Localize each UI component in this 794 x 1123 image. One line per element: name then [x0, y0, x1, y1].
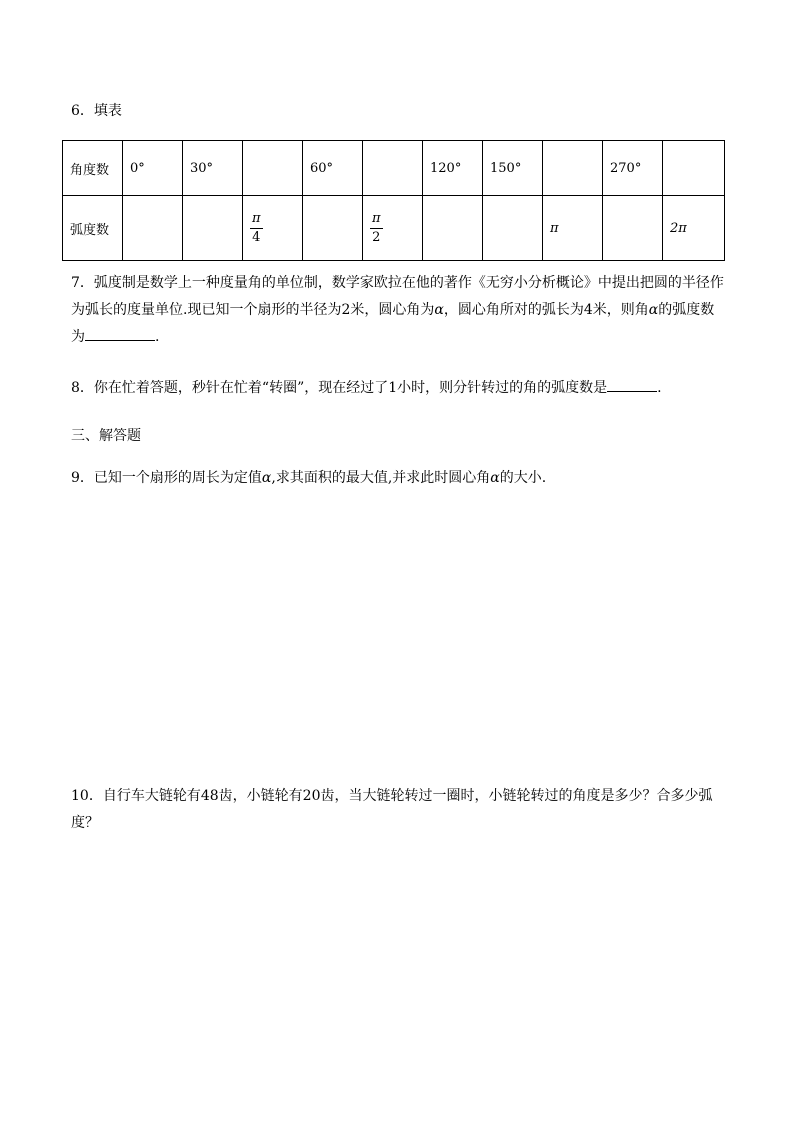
question-7-text: 7．弧度制是数学上一种度量角的单位制，数学家欧拉在他的著作《无穷小分析概论》中提出把圆的半径作为弧长的度量单位.现已知一个扇形的半径为 [71, 275, 724, 318]
table-cell [243, 141, 303, 196]
table-cell: 120° [423, 141, 483, 196]
alpha-symbol: α [648, 302, 659, 318]
table-cell [423, 196, 483, 261]
question-7 [71, 270, 727, 351]
table-cell [363, 141, 423, 196]
section-3-title: 三、解答题 [71, 428, 141, 444]
question-8-text: 小时，则分针转过的角的弧度数是 [397, 380, 608, 396]
pi-value: π [550, 220, 559, 236]
table-cell: 角度数 [63, 141, 123, 196]
two-pi-value: 2π [670, 220, 687, 236]
question-7-text: 的弧度数为 [71, 302, 715, 345]
table-cell [663, 141, 725, 196]
table-cell: 150° [483, 141, 543, 196]
fraction-denominator: 2 [372, 229, 381, 245]
answer-blank[interactable] [85, 326, 155, 341]
table-row-radians [63, 196, 725, 261]
fraction-pi-over-2 [370, 210, 383, 247]
table-cell: 270° [603, 141, 663, 196]
question-10 [71, 783, 727, 837]
question-8-end: . [657, 380, 662, 396]
table-cell [603, 196, 663, 261]
arc-length-value: 4 [583, 302, 593, 318]
table-row-degrees [63, 141, 725, 196]
fraction-denominator: 4 [252, 229, 261, 245]
question-9 [71, 465, 727, 492]
table-cell [183, 196, 243, 261]
alpha-symbol: α [434, 302, 444, 318]
table-cell [123, 196, 183, 261]
question-9-text: 的大小. [499, 470, 547, 486]
table-cell [243, 196, 303, 261]
large-sprocket-teeth: 48 [200, 788, 219, 804]
table-cell [303, 196, 363, 261]
fraction-pi-over-4 [250, 210, 263, 247]
angle-radian-table [62, 140, 725, 261]
table-cell [543, 141, 603, 196]
question-9-text: 9．已知一个扇形的周长为定值 [71, 470, 262, 486]
fraction-numerator: π [370, 210, 383, 229]
fraction-numerator: π [250, 210, 263, 229]
table-cell [483, 196, 543, 261]
table-cell: 60° [303, 141, 363, 196]
table-cell [663, 196, 725, 261]
question-7-end: . [155, 329, 160, 345]
question-9-text: ,求其面积的最大值,并求此时圆心角 [271, 470, 491, 486]
radius-value: 2 [341, 302, 351, 318]
alpha-symbol: α [490, 470, 500, 486]
table-cell: 0° [123, 141, 183, 196]
answer-blank[interactable] [607, 377, 657, 392]
question-10-text: 齿，当大链轮转过一圈时，小链轮转过的角度是多少？合多少弧度？ [71, 788, 713, 831]
question-8-text: 8．你在忙着答题，秒针在忙着“转圈”，现在经过了 [71, 380, 389, 396]
question-7-text: ，圆心角所对的弧长为 [443, 302, 584, 318]
alpha-symbol: α [261, 470, 272, 486]
question-6-label: 6．填表 [71, 103, 122, 119]
table-cell [543, 196, 603, 261]
table-cell: 30° [183, 141, 243, 196]
question-6-heading [71, 98, 727, 125]
table-cell: 弧度数 [63, 196, 123, 261]
section-3-heading [71, 423, 727, 450]
question-7-text: 米，则角 [592, 302, 649, 318]
hours-value: 1 [388, 380, 398, 396]
question-10-text: 10．自行车大链轮有 [71, 788, 201, 804]
question-8 [71, 375, 727, 402]
table-cell [363, 196, 423, 261]
question-10-text: 齿，小链轮有 [218, 788, 303, 804]
small-sprocket-teeth: 20 [302, 788, 321, 804]
question-7-text: 米，圆心角为 [350, 302, 435, 318]
